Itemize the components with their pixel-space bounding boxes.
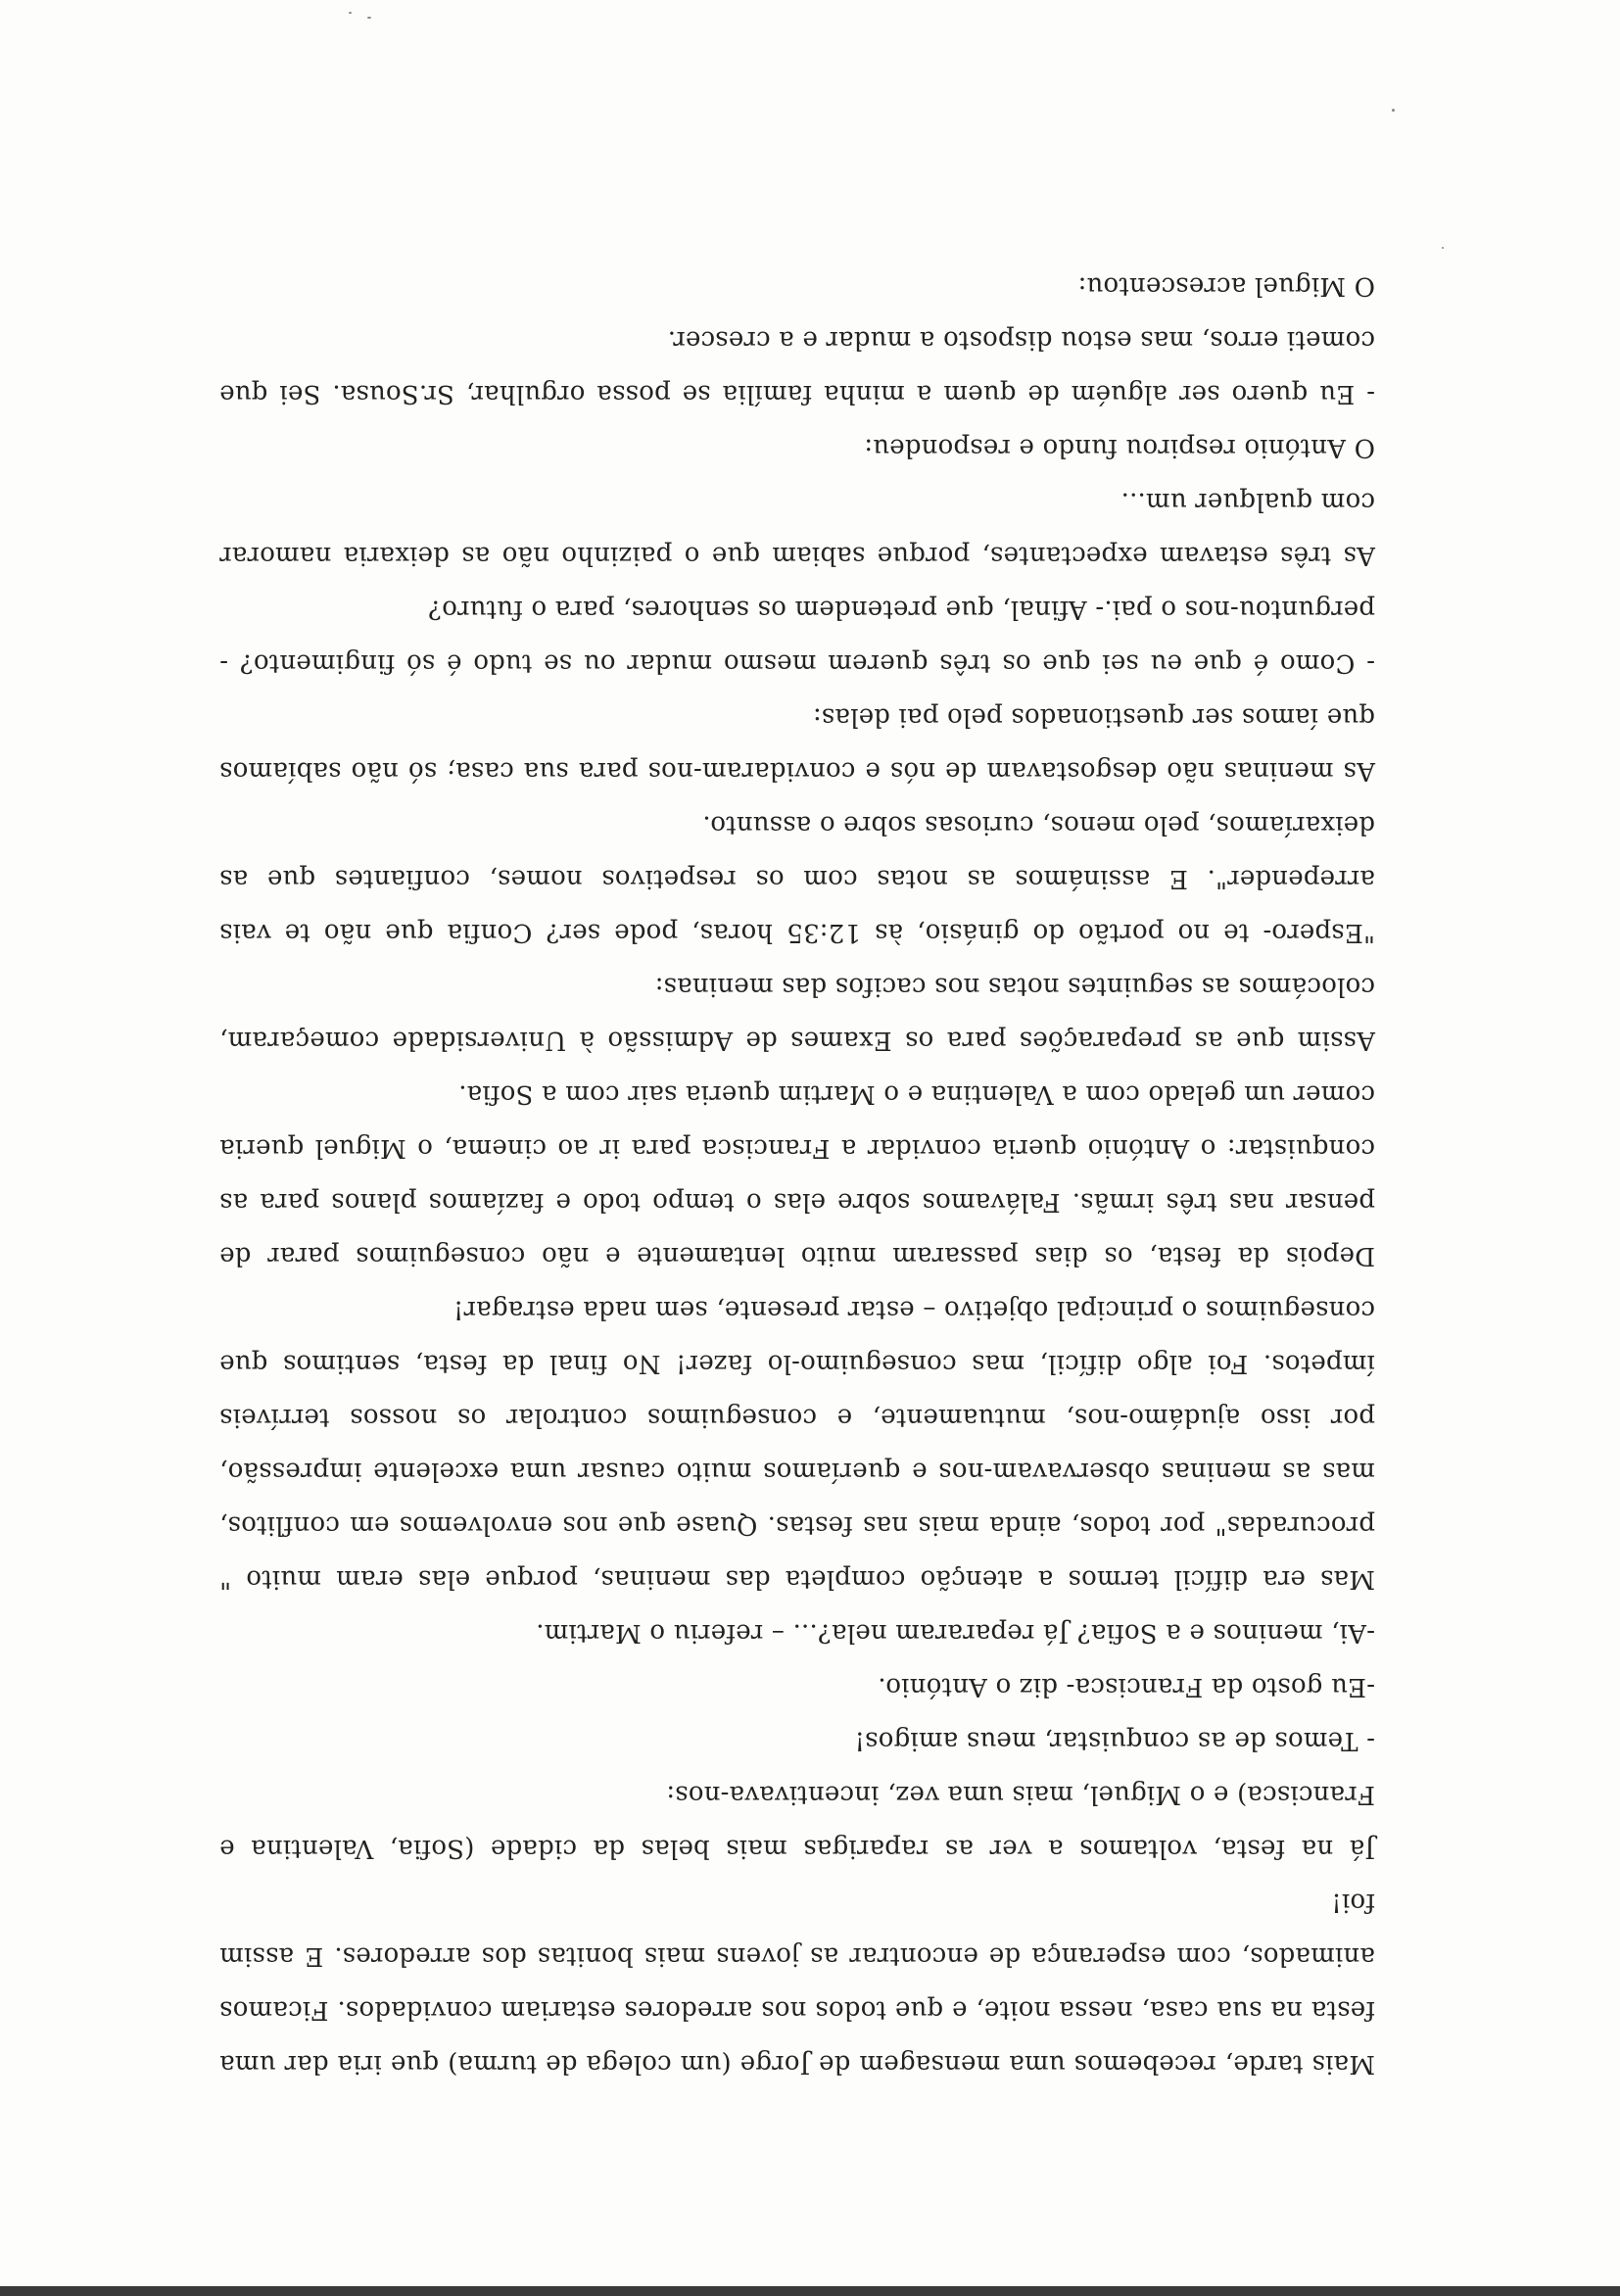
scan-speck xyxy=(349,12,352,14)
scan-speck xyxy=(367,17,371,19)
paragraph: -Ai, meninos e a Sofia? Já repararam nela?... – referiu o Martim. xyxy=(536,1618,1375,1648)
paragraph: Mas era difícil termos a atenção completa das meninas, porque elas eram muito " procuradas" por todos, ainda mais nas festas. Quase que nos envolvemos em conflitos, mas as meninas observavam-nos e queríamos muito causar uma excelente impressão, por isso ajudámo-nos, mutuamente, e conseguimos controlar os nossos terríveis ímpetos. Foi algo difícil, mas conseguimo-lo fazer! No final da festa, sentimos que conseguimos o principal objetivo – estar presente, sem nada estragar! xyxy=(219,1295,1375,1594)
paragraph: Mais tarde, recebemos uma mensagem de Jorge (um colega de turma) que iria dar uma festa na sua casa, nessa noite, e que todos nos arredores estariam convidados. Ficamos animados, com esperança de encontrar as jovens mais bonitas dos arredores. E assim foi! xyxy=(219,1888,1375,2079)
document-body xyxy=(219,259,1375,2090)
paragraph: -Eu gosto da Francisca- diz o António. xyxy=(878,1672,1375,1701)
paragraph: Depois da festa, os dias passaram muito lentamente e não conseguimos parar de pensar nas três irmãs. Falávamos sobre elas o tempo todo e fazíamos planos para as conquistar: o António queria convidar a Francisca para ir ao cinema, o Miguel queria comer um gelado com a Valentina e o Martim queria sair com a Sofia. xyxy=(219,1079,1375,1270)
paragraph: O Miguel acrescentou: xyxy=(1077,271,1375,301)
paragraph: - Temos de as conquistar, meus amigos! xyxy=(854,1726,1375,1755)
paragraph: Já na festa, voltamos a ver as raparigas mais belas da cidade (Sofia, Valentina e Francisca) e o Miguel, mais uma vez, incentivava-nos: xyxy=(219,1780,1375,1863)
paragraph: - Como é que eu sei que os três querem mesmo mudar ou se tudo é só fingimento? - perguntou-nos o pai.- Afinal, que pretendem os senhores, para o futuro? xyxy=(219,595,1375,678)
paragraph: O António respirou fundo e respondeu: xyxy=(864,433,1375,462)
paragraph: - Eu quero ser alguém de quem a minha família se possa orgulhar, Sr.Sousa. Sei que cometi erros, mas estou disposto a mudar e a crescer. xyxy=(219,325,1375,408)
scan-speck xyxy=(1442,247,1444,249)
paragraph: "Espero- te no portão do ginásio, às 12:35 horas, pode ser? Confia que não te vais arrepender". E assinámos as notas com os respetivos nomes, confiantes que as deixaríamos, pelo menos, curiosas sobre o assunto. xyxy=(219,810,1375,947)
paragraph: As meninas não desgostavam de nós e convidaram-nos para sua casa; só não sabíamos que íamos ser questionados pelo pai delas: xyxy=(219,702,1375,786)
scan-edge-bar xyxy=(0,2286,1620,2296)
paragraph: Assim que as preparações para os Exames de Admissão à Universidade começaram, colocámos as seguintes notas nos cacifos das meninas: xyxy=(219,972,1375,1055)
scan-speck xyxy=(1392,109,1395,112)
paragraph: As três estavam expectantes, porque sabiam que o paizinho não as deixaria namorar com qualquer um... xyxy=(219,487,1375,570)
